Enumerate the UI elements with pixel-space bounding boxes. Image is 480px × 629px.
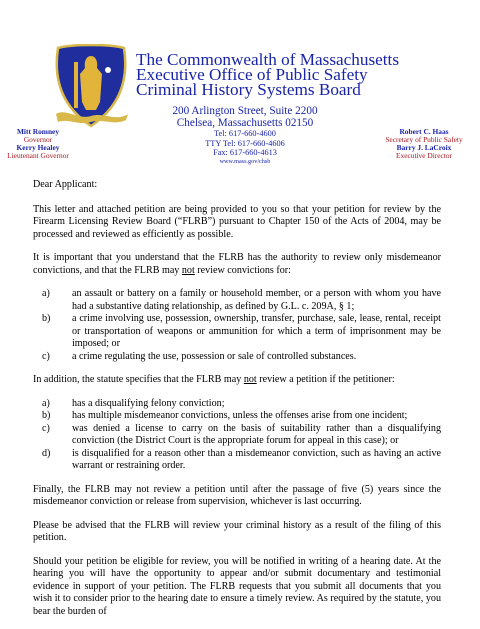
- paragraph-authority-text-a: It is important that you understand that the FLRB has the authority to review only misdemeanor convictions, and that the FLRB may: [33, 252, 441, 276]
- telephone: Tel: 617-660-4600: [214, 129, 276, 138]
- paragraph-criminal-history: Please be advised that the FLRB will review your criminal history as a result of the filing of this petition.: [33, 519, 441, 543]
- governor-name: Mitt Romney: [16, 127, 60, 136]
- list-item-text: is disqualified for a reason other than a misdemeanor conviction, such as having an active warrant or restraining order.: [72, 447, 441, 471]
- massachusetts-seal-icon: [52, 44, 130, 128]
- list-item: [33, 410, 441, 423]
- petitioner-disqualifications-list: [33, 398, 441, 473]
- governor-title: Governor: [23, 135, 53, 144]
- executive-director-name: Barry J. LaCroix: [396, 143, 452, 153]
- letterhead: [0, 0, 480, 170]
- address-block: [150, 105, 340, 166]
- list-item-text: was denied a license to carry on the basis of suitability rather than a disqualifying conviction (the District Court is the appropriate forum for appeal in this case); or: [72, 422, 441, 446]
- paragraph-statute-text-a: In addition, the statute specifies that the FLRB may: [33, 374, 244, 385]
- excluded-convictions-list: [33, 288, 441, 363]
- list-item: [33, 288, 441, 313]
- lieutenant-governor-name: Kerry Healey: [16, 143, 60, 153]
- paragraph-waiting-period: Finally, the FLRB may not review a petition until after the passage of five (5) years since the misdemeanor conviction or release from supervision, whichever is last occurring.: [33, 483, 441, 507]
- city-address: Chelsea, Massachusetts 02150: [176, 117, 314, 129]
- right-officials: [376, 128, 472, 161]
- org-line-1: The Commonwealth of Massachusetts: [136, 50, 400, 69]
- list-item-label: b): [42, 410, 51, 421]
- list-item-text: has a disqualifying felony conviction;: [72, 397, 225, 409]
- executive-director-title: Executive Director: [395, 151, 453, 161]
- salutation: Dear Applicant:: [33, 179, 98, 190]
- list-item-text: a crime regulating the use, possession or sale of controlled substances.: [72, 350, 357, 362]
- secretary-name: Robert C. Haas: [399, 127, 449, 136]
- website: www.mass.gov/chsb: [219, 157, 271, 165]
- list-item-text: an assault or battery on a family or household member, or a person with whom you have had a substantive dating relationship, as defined by G.L. c. 209A, § 1;: [72, 288, 441, 312]
- list-item-label: c): [42, 422, 50, 434]
- list-item-text: a crime involving use, possession, ownership, transfer, purchase, sale, lease, rental, receipt or transportation of weapons or ammunition for which a term of imprisonment may be imposed; or: [72, 313, 441, 349]
- paragraph-statute: [33, 374, 441, 387]
- left-officials: [6, 128, 70, 161]
- paragraph-intro: This letter and attached petition are being provided to you so that your petition for review by the Firearm Licensing Review Board (“FLRB”) pursuant to Chapter 150 of the Acts of 2004, may be processed and reviewed as efficiently as possible.: [33, 203, 441, 240]
- organization-name: [136, 52, 436, 97]
- org-line-3: Criminal History Systems Board: [136, 80, 361, 99]
- paragraph-authority-text-b: review convictions for:: [194, 264, 291, 276]
- emphasis-not: not: [181, 264, 195, 276]
- list-item: [33, 448, 441, 473]
- list-item-text: has multiple misdemeanor convictions, unless the offenses arise from one incident;: [72, 410, 408, 421]
- secretary-title: Secretary of Public Safety: [385, 135, 463, 144]
- list-item-label: d): [42, 447, 51, 459]
- street-address: 200 Arlington Street, Suite 2200: [172, 105, 318, 117]
- tty-telephone: TTY Tel: 617-660-4606: [205, 138, 285, 148]
- list-item: [33, 398, 441, 411]
- fax: Fax: 617-660-4613: [213, 148, 277, 157]
- list-item: [33, 313, 441, 351]
- list-item: [33, 351, 441, 364]
- letter-body: [33, 179, 441, 629]
- lieutenant-governor-title: Lieutenant Governor: [7, 151, 69, 161]
- org-line-2: Executive Office of Public Safety: [136, 65, 368, 84]
- paragraph-statute-text-b: review a petition if the petitioner:: [256, 374, 395, 385]
- list-item-label: a): [42, 397, 50, 409]
- list-item-label: a): [42, 288, 50, 299]
- list-item-label: b): [42, 313, 51, 324]
- list-item-label: c): [42, 350, 50, 362]
- list-item: [33, 423, 441, 448]
- paragraph-hearing: Should your petition be eligible for review, you will be notified in writing of a hearing date. At the hearing you will have the opportunity to appear and/or submit documentary and testimonial evidence in support of your petition. The FLRB requests that you submit all documents that you wish it to consider prior to the hearing date to ensure a timely review. As required by the statute, you bear the burden of: [33, 555, 441, 617]
- emphasis-not: not: [243, 374, 257, 385]
- paragraph-authority: [33, 252, 441, 277]
